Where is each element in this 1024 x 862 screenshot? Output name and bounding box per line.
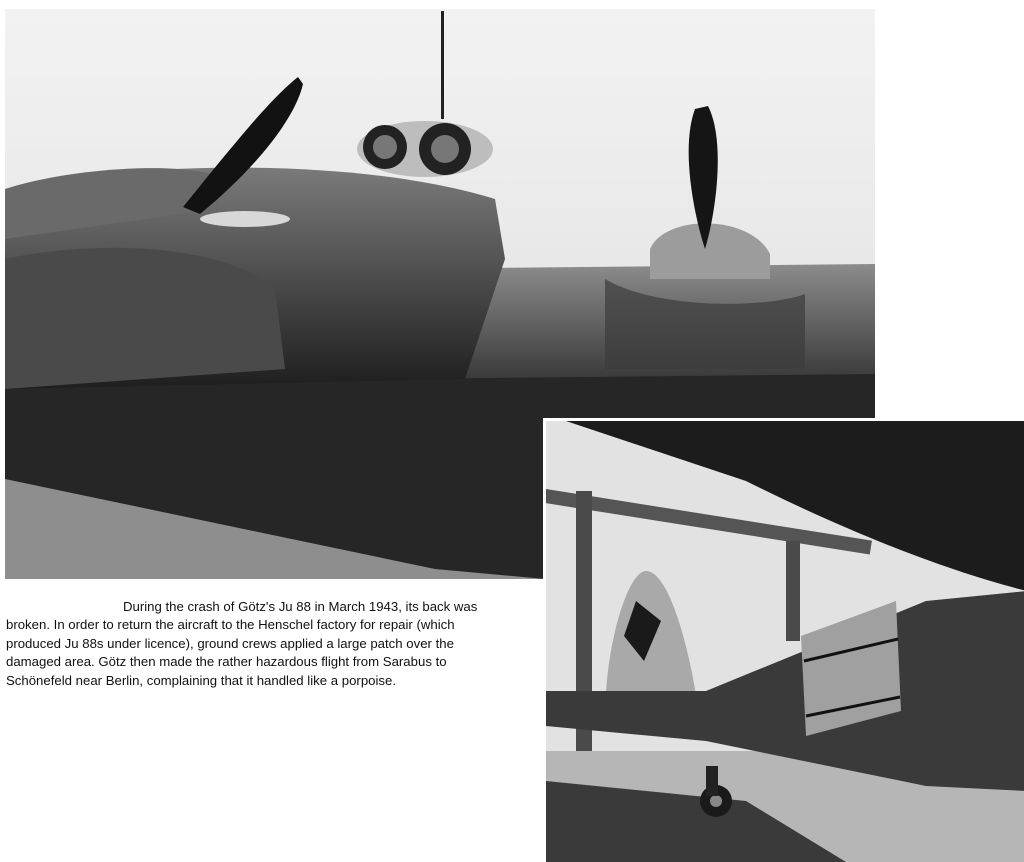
photo-caption [6, 598, 506, 690]
caption-text: During the crash of Götz's Ju 88 in March 1943, its back was broken. In order to return the aircraft to the Henschel factory for repair (which produced Ju 88s under licence), ground crews applied a large patch over the damaged area. Götz then made the rather hazardous flight from Sarabus to Schönefeld near Berlin, complaining that it handled like a porpoise. [6, 599, 478, 688]
photo-aircraft-tail [543, 418, 1024, 862]
